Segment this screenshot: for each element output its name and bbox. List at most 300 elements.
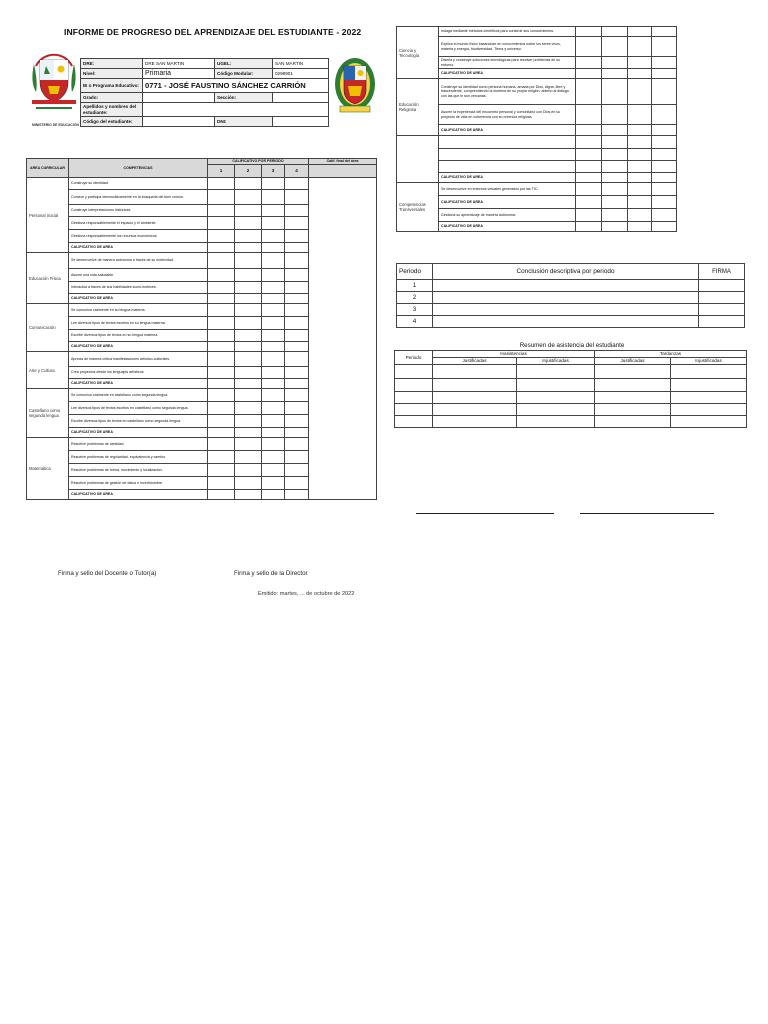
competency-text: Aprecia de manera crítica manifestaciones artístico-culturales. [69, 352, 208, 367]
competency-row [397, 161, 677, 173]
conclusion-cell [433, 280, 699, 292]
ugel-label: UGEL: [215, 59, 273, 69]
calificativo-de-area-label: CALIFICATIVO DE AREA [69, 379, 208, 389]
grade-cell [208, 490, 235, 500]
firma-cell [699, 304, 745, 316]
attendance-cell [671, 365, 747, 379]
ie-value: 0771 - JOSÉ FAUSTINO SÁNCHEZ CARRIÓN [143, 79, 329, 93]
grade-cell [208, 379, 235, 389]
grade-cell [235, 342, 262, 352]
competency-row [397, 105, 677, 125]
attendance-cell [395, 379, 433, 392]
competency-text: Gestiona su aprendizaje de manera autónoma. [439, 209, 576, 222]
grade-cell [235, 230, 262, 243]
grade-cell [285, 477, 309, 490]
attendance-cell [433, 392, 517, 404]
competency-text: Se comunica oralmente en castellano como segunda lengua. [69, 389, 208, 402]
grade-cell [628, 209, 652, 222]
grade-cell [235, 389, 262, 402]
grade-cell [235, 367, 262, 379]
competency-text: Asume la experiencia del encuentro personal y comunitario con Dios en su proyecto de vida en coherencia con su creencia religiosa. [439, 105, 576, 125]
grade-cell [285, 402, 309, 415]
grade-cell [208, 304, 235, 317]
firma-cell [699, 280, 745, 292]
area-name: Educación Religiosa [397, 79, 439, 136]
competency-row [397, 173, 677, 183]
attendance-cell [595, 365, 671, 379]
grade-cell [208, 178, 235, 190]
attendance-cell [595, 392, 671, 404]
area-name: Matemática [27, 438, 69, 500]
area-name: Ciencia y Tecnología [397, 27, 439, 79]
grade-cell [208, 317, 235, 330]
grade-cell [285, 269, 309, 282]
area-name [397, 136, 439, 183]
grade-cell [285, 190, 309, 205]
competency-text: Lee diversos tipos de textos escritos en castellano como segunda lengua. [69, 402, 208, 415]
period-4-header: 4 [285, 165, 309, 178]
grade-cell [576, 69, 602, 79]
area-name: Castellano como segunda lengua [27, 389, 69, 438]
competency-row [397, 183, 677, 196]
grade-cell [285, 451, 309, 464]
grade-cell [285, 217, 309, 230]
grade-cell [285, 428, 309, 438]
grade-cell [262, 253, 285, 269]
attendance-cell [595, 416, 671, 428]
firma-cell [699, 316, 745, 328]
period-3-header: 3 [262, 165, 285, 178]
grade-cell [602, 37, 628, 57]
calificativo-de-area-label: CALIFICATIVO DE AREA [69, 490, 208, 500]
grade-cell [602, 27, 628, 37]
codigo-estudiante-value [143, 117, 215, 127]
grade-cell [262, 451, 285, 464]
firma-cell [699, 292, 745, 304]
grade-cell [262, 178, 285, 190]
grade-cell [602, 79, 628, 105]
attendance-cell [671, 379, 747, 392]
grade-cell [652, 79, 677, 105]
competency-row [397, 125, 677, 136]
grade-cell [652, 161, 677, 173]
competency-row [397, 136, 677, 149]
attendance-table [394, 350, 747, 428]
logo-left-text: MINISTERIO DE EDUCACIÓN [32, 123, 79, 127]
grade-cell [285, 330, 309, 342]
grade-cell [628, 69, 652, 79]
competency-text: Diseña y construye soluciones tecnológicas para resolver problemas de su entorno. [439, 57, 576, 69]
competency-text: Interactúa a través de sus habilidades socio-motrices. [69, 282, 208, 294]
grade-cell [285, 317, 309, 330]
grade-cell [208, 415, 235, 428]
attendance-cell [595, 404, 671, 416]
grade-cell [208, 205, 235, 217]
competency-row [27, 178, 377, 190]
grade-cell [235, 253, 262, 269]
grade-cell [652, 27, 677, 37]
competency-row [397, 37, 677, 57]
apellidos-value [143, 103, 329, 117]
competency-row [397, 209, 677, 222]
competency-text: Gestiona responsablemente los recursos económicos. [69, 230, 208, 243]
attendance-inas-justificadas: Justificadas [433, 358, 517, 365]
codigo-estudiante-label: Código del estudiante: [81, 117, 143, 127]
competency-text [439, 149, 576, 161]
grade-cell [652, 183, 677, 196]
competency-text: Construye su identidad. [69, 178, 208, 190]
competency-text: Indaga mediante métodos científicos para construir sus conocimientos. [439, 27, 576, 37]
grade-cell [262, 217, 285, 230]
competency-text: Explica el mundo físico basándose en conocimientos sobre los seres vivos, materia y energía, biodiversidad, Tierra y universo. [439, 37, 576, 57]
nivel-value: Primaria [143, 69, 215, 79]
signature-line-docente [416, 513, 554, 514]
competency-row [397, 149, 677, 161]
grade-cell [262, 402, 285, 415]
grade-cell [235, 415, 262, 428]
conclusion-row-period: 2 [397, 292, 433, 304]
conclusion-cell [433, 304, 699, 316]
competency-text: Resuelve problemas de cantidad. [69, 438, 208, 451]
grade-cell [576, 37, 602, 57]
grade-cell [576, 136, 602, 149]
grade-cell [262, 379, 285, 389]
conclusion-row-period: 3 [397, 304, 433, 316]
apellidos-label: Apellidos y nombres del estudiante: [81, 103, 143, 117]
competency-text: Lee diversos tipos de textos escritos en su lengua materna. [69, 317, 208, 330]
grado-value [143, 93, 215, 103]
signature-docente-text: Firma y sello del Docente o Tutor(a) [58, 570, 157, 577]
dre-label: DRE: [81, 59, 143, 69]
dni-label: DNI: [215, 117, 273, 127]
grade-cell [285, 230, 309, 243]
competency-text: Escribe diversos tipos de textos en castellano como segunda lengua. [69, 415, 208, 428]
grade-cell [208, 282, 235, 294]
right-competency-table [396, 26, 677, 232]
peru-coat-of-arms-logo [28, 52, 80, 132]
conclusion-row-period: 4 [397, 316, 433, 328]
attendance-col-inasistencias: Inasistencias [433, 351, 595, 358]
grade-cell [628, 149, 652, 161]
grade-cell [285, 490, 309, 500]
area-name: Personal Social [27, 178, 69, 253]
col-firma-header: FIRMA [699, 264, 745, 280]
competency-text: Crea proyectos desde los lenguajes artísticos. [69, 367, 208, 379]
grade-cell [235, 190, 262, 205]
col-final-header: Calif. final del área [309, 159, 377, 165]
grade-cell [285, 294, 309, 304]
conclusion-table [396, 263, 745, 328]
grade-cell [235, 317, 262, 330]
grade-cell [285, 464, 309, 477]
grade-cell [652, 125, 677, 136]
grade-cell [602, 136, 628, 149]
calificativo-de-area-label: CALIFICATIVO DE AREA [439, 125, 576, 136]
grade-cell [602, 222, 628, 232]
attendance-col-tardanzas: Tardanzas [595, 351, 747, 358]
grade-cell [262, 367, 285, 379]
grade-cell [262, 317, 285, 330]
attendance-tard-justificadas: Justificadas [595, 358, 671, 365]
grade-cell [262, 352, 285, 367]
col-calificativo-header: CALIFICATIVO POR PERIODO [208, 159, 309, 165]
grade-cell [208, 342, 235, 352]
grade-cell [208, 294, 235, 304]
period-1-header: 1 [208, 165, 235, 178]
grade-cell [628, 173, 652, 183]
grade-cell [602, 183, 628, 196]
calificativo-de-area-label: CALIFICATIVO DE AREA [69, 294, 208, 304]
area-name: Educación Física [27, 253, 69, 304]
attendance-cell [395, 416, 433, 428]
grade-cell [208, 217, 235, 230]
grade-cell [262, 330, 285, 342]
period-2-header: 2 [235, 165, 262, 178]
grade-cell [262, 269, 285, 282]
grade-cell [285, 253, 309, 269]
school-emblem-logo [334, 54, 376, 118]
grade-cell [208, 438, 235, 451]
grade-cell [235, 243, 262, 253]
calificativo-de-area-label: CALIFICATIVO DE AREA [69, 428, 208, 438]
grade-cell [628, 136, 652, 149]
grade-cell [652, 209, 677, 222]
grade-cell [235, 294, 262, 304]
grado-label: Grado: [81, 93, 143, 103]
grade-cell [285, 379, 309, 389]
grade-cell [235, 464, 262, 477]
grade-cell [628, 125, 652, 136]
grade-cell [235, 428, 262, 438]
competency-text: Resuelve problemas de forma, movimiento y localización. [69, 464, 208, 477]
grade-cell [262, 205, 285, 217]
competency-row [397, 79, 677, 105]
grade-cell [628, 79, 652, 105]
grade-cell [285, 438, 309, 451]
grade-cell [208, 230, 235, 243]
grade-cell [208, 352, 235, 367]
grade-cell [208, 477, 235, 490]
grade-cell [652, 57, 677, 69]
competency-row [397, 222, 677, 232]
signature-director-text: Firma y sello de la Director [234, 570, 308, 577]
emitido-date: Emitido: martes, ... de octubre de 2022 [258, 591, 355, 597]
conclusion-cell [433, 292, 699, 304]
grade-cell [208, 190, 235, 205]
attendance-cell [395, 392, 433, 404]
attendance-cell [517, 416, 595, 428]
grade-cell [602, 149, 628, 161]
dni-value [273, 117, 329, 127]
grade-cell [235, 379, 262, 389]
grade-cell [262, 304, 285, 317]
grade-cell [628, 57, 652, 69]
grade-cell [235, 477, 262, 490]
calificativo-de-area-label: CALIFICATIVO DE AREA [69, 243, 208, 253]
attendance-cell [517, 365, 595, 379]
conclusion-cell [433, 316, 699, 328]
grade-cell [285, 205, 309, 217]
grade-cell [208, 253, 235, 269]
grade-cell [652, 196, 677, 209]
competency-text: Construye interpretaciones históricas. [69, 205, 208, 217]
attendance-inas-injustificadas: Injustificadas [517, 358, 595, 365]
grade-cell [602, 125, 628, 136]
grade-cell [235, 217, 262, 230]
grade-cell [602, 209, 628, 222]
grade-cell [235, 402, 262, 415]
attendance-cell [433, 365, 517, 379]
grade-cell [576, 173, 602, 183]
grade-cell [262, 389, 285, 402]
grade-cell [208, 269, 235, 282]
attendance-cell [671, 404, 747, 416]
grade-cell [235, 269, 262, 282]
area-name: Competencias Transversales [397, 183, 439, 232]
calificativo-de-area-label: CALIFICATIVO DE AREA [439, 69, 576, 79]
grade-cell [652, 69, 677, 79]
grade-cell [652, 37, 677, 57]
grade-cell [576, 105, 602, 125]
grade-cell [208, 389, 235, 402]
grade-cell [208, 428, 235, 438]
grade-cell [628, 37, 652, 57]
grade-cell [628, 222, 652, 232]
competency-text: Convive y participa democráticamente en la búsqueda del bien común. [69, 190, 208, 205]
grade-cell [602, 161, 628, 173]
signature-line-director [580, 513, 714, 514]
grade-cell [235, 451, 262, 464]
grade-cell [285, 389, 309, 402]
calificativo-de-area-label: CALIFICATIVO DE AREA [69, 342, 208, 352]
grade-cell [576, 27, 602, 37]
competency-text: Gestiona responsablemente el espacio y el ambiente. [69, 217, 208, 230]
col-periodo-header: Periodo [397, 264, 433, 280]
col-competencias-header: COMPETENCIAS [69, 159, 208, 178]
grade-cell [285, 342, 309, 352]
calificativo-de-area-label: CALIFICATIVO DE AREA [439, 173, 576, 183]
grade-cell [602, 105, 628, 125]
area-name: Comunicación [27, 304, 69, 352]
grade-cell [628, 105, 652, 125]
grade-cell [285, 367, 309, 379]
competency-text: Construye su identidad como persona humana, amada por Dios, digna, libre y trascendente, comprendiendo la doctrina de su propia religión, abierto al diálogo con las que le son cercanas. [439, 79, 576, 105]
grade-cell [576, 209, 602, 222]
final-subheader [309, 165, 377, 178]
attendance-cell [671, 392, 747, 404]
final-grade-cell [309, 178, 377, 500]
grade-cell [262, 282, 285, 294]
competency-text [439, 136, 576, 149]
grade-cell [235, 178, 262, 190]
competency-text: Se comunica oralmente en su lengua materna. [69, 304, 208, 317]
competency-row [397, 57, 677, 69]
grade-cell [262, 190, 285, 205]
page-title: INFORME DE PROGRESO DEL APRENDIZAJE DEL ESTUDIANTE - 2022 [64, 27, 362, 37]
attendance-cell [671, 416, 747, 428]
competency-row [397, 196, 677, 209]
grade-cell [652, 173, 677, 183]
attendance-cell [595, 379, 671, 392]
attendance-title: Resumen de asistencia del estudiante [519, 342, 625, 349]
grade-cell [235, 352, 262, 367]
grade-cell [652, 149, 677, 161]
competency-row [397, 27, 677, 37]
grade-cell [262, 342, 285, 352]
col-area-header: AREA CURRICULAR [27, 159, 69, 178]
grade-cell [262, 490, 285, 500]
area-name: Arte y Cultura [27, 352, 69, 389]
grade-cell [285, 304, 309, 317]
conclusion-row-period: 1 [397, 280, 433, 292]
dre-value: DRE SAN MARTIN [143, 59, 215, 69]
grade-cell [235, 330, 262, 342]
grades-table [26, 158, 377, 500]
competency-text: Se desenvuelve en entornos virtuales generados por las TIC. [439, 183, 576, 196]
grade-cell [262, 230, 285, 243]
attendance-cell [517, 379, 595, 392]
grade-cell [208, 451, 235, 464]
ie-label: IE o Programa Educativo: [81, 79, 143, 93]
seccion-label: Sección: [215, 93, 273, 103]
grade-cell [262, 243, 285, 253]
grade-cell [652, 222, 677, 232]
grade-cell [285, 415, 309, 428]
competency-text: Escribe diversos tipos de textos en su lengua materna. [69, 330, 208, 342]
grade-cell [576, 57, 602, 69]
attendance-cell [433, 404, 517, 416]
attendance-cell [433, 379, 517, 392]
grade-cell [628, 161, 652, 173]
grade-cell [602, 173, 628, 183]
grade-cell [235, 490, 262, 500]
competency-text: Se desenvuelve de manera autónoma a través de su motricidad. [69, 253, 208, 269]
grade-cell [652, 136, 677, 149]
calificativo-de-area-label: CALIFICATIVO DE AREA [439, 222, 576, 232]
grade-cell [576, 149, 602, 161]
attendance-col-periodo: Periodo [395, 351, 433, 365]
attendance-cell [517, 404, 595, 416]
grade-cell [285, 243, 309, 253]
grade-cell [262, 428, 285, 438]
col-conclusion-header: Conclusión descriptiva por periodo [433, 264, 699, 280]
grade-cell [602, 69, 628, 79]
grade-cell [262, 415, 285, 428]
calificativo-de-area-label: CALIFICATIVO DE AREA [439, 196, 576, 209]
attendance-cell [395, 365, 433, 379]
grade-cell [235, 438, 262, 451]
grade-cell [262, 464, 285, 477]
grade-cell [628, 196, 652, 209]
nivel-label: Nivel: [81, 69, 143, 79]
grade-cell [285, 178, 309, 190]
grade-cell [576, 79, 602, 105]
grade-cell [285, 352, 309, 367]
grade-cell [208, 243, 235, 253]
grade-cell [576, 161, 602, 173]
grade-cell [285, 282, 309, 294]
grade-cell [652, 105, 677, 125]
competency-row [397, 69, 677, 79]
attendance-tard-injustificadas: Injustificadas [671, 358, 747, 365]
grade-cell [576, 196, 602, 209]
grade-cell [576, 125, 602, 136]
grade-cell [602, 196, 628, 209]
seccion-value [273, 93, 329, 103]
grade-cell [235, 304, 262, 317]
attendance-cell [395, 404, 433, 416]
grade-cell [628, 27, 652, 37]
